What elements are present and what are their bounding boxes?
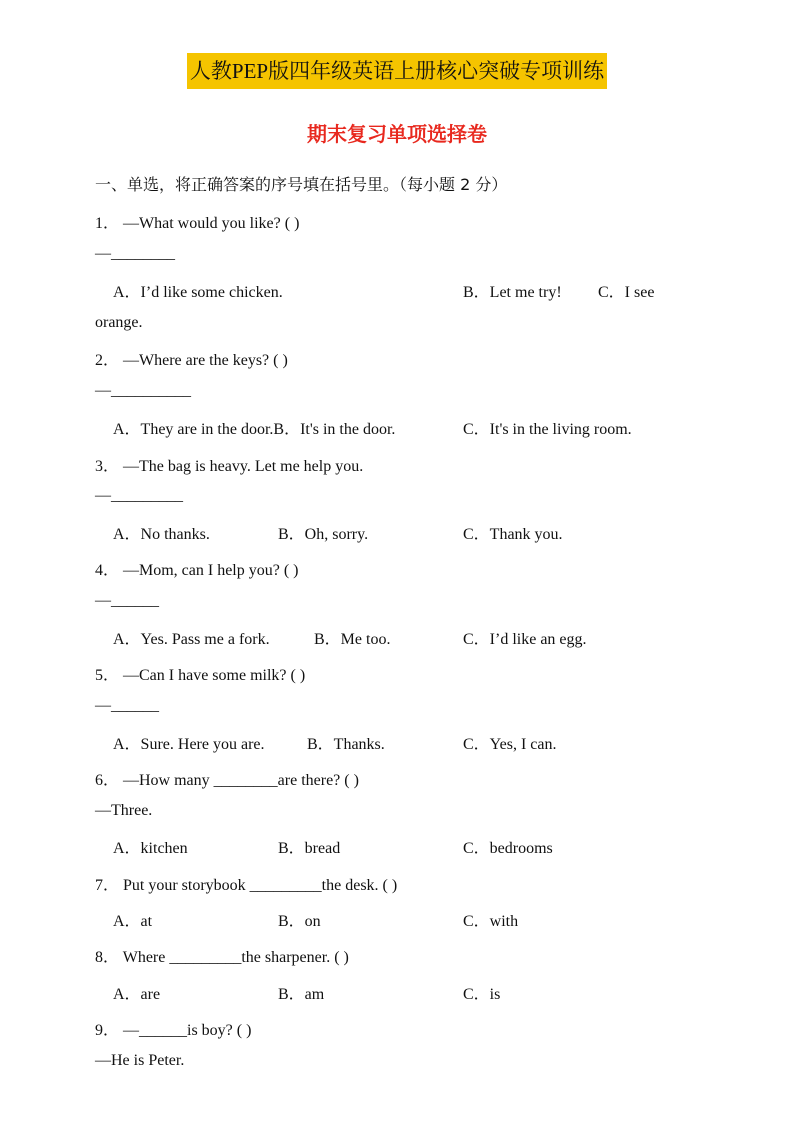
option-b: B．am: [278, 986, 325, 1003]
section-instruction: 一、单选，将正确答案的序号填在括号里。（每小题 2 分）: [95, 175, 508, 194]
option-b: B．Me too.: [314, 631, 391, 648]
page-title: 人教PEP版四年级英语上册核心突破专项训练: [187, 53, 607, 89]
page-header: [0, 55, 794, 85]
question-stem: 8． Where _________the sharpener. ( ): [95, 949, 349, 966]
option-a: A．are: [113, 986, 161, 1003]
question-stem: 2． —Where are the keys? ( ): [95, 352, 288, 369]
answer-line: —______: [95, 697, 159, 714]
option-a: A．No thanks.: [113, 526, 210, 543]
answer-line: —Three.: [95, 802, 153, 819]
question-stem: 6． —How many ________are there? ( ): [95, 772, 359, 789]
option-a: A．They are in the door.B．It's in the door.: [113, 421, 396, 438]
answer-line: —He is Peter.: [95, 1052, 185, 1069]
option-b: B．Let me try!: [463, 284, 562, 301]
option-c: C．I’d like an egg.: [463, 631, 587, 648]
question-stem: 3． —The bag is heavy. Let me help you.: [95, 458, 364, 475]
question-stem: 1． —What would you like? ( ): [95, 215, 300, 232]
question-stem: 5． —Can I have some milk? ( ): [95, 667, 306, 684]
option-a: A．Yes. Pass me a fork.: [113, 631, 270, 648]
question-stem: 7． Put your storybook _________the desk. ( ): [95, 877, 398, 894]
option-b: B．on: [278, 913, 321, 930]
option-c: C．with: [463, 913, 519, 930]
option-c: C．It's in the living room.: [463, 421, 632, 438]
option-c: C．Yes, I can.: [463, 736, 557, 753]
option-a: A．I’d like some chicken.: [113, 284, 283, 301]
option-c: C．I see: [598, 284, 655, 301]
page-subtitle: 期末复习单项选择卷: [307, 122, 487, 146]
question-stem: 9． —______is boy? ( ): [95, 1022, 252, 1039]
answer-line: —______: [95, 592, 159, 609]
option-a: A．Sure. Here you are.: [113, 736, 265, 753]
option-c: C．Thank you.: [463, 526, 563, 543]
option-c: C．is: [463, 986, 501, 1003]
option-a: A．at: [113, 913, 153, 930]
answer-line: —__________: [95, 382, 191, 399]
option-b: B．Thanks.: [307, 736, 385, 753]
option-b: B．Oh, sorry.: [278, 526, 369, 543]
option-wrap: orange.: [95, 314, 143, 331]
option-a: A．kitchen: [113, 840, 188, 857]
option-c: C．bedrooms: [463, 840, 553, 857]
answer-line: —_________: [95, 487, 183, 504]
option-b: B．bread: [278, 840, 341, 857]
question-stem: 4． —Mom, can I help you? ( ): [95, 562, 299, 579]
answer-line: —________: [95, 245, 175, 262]
